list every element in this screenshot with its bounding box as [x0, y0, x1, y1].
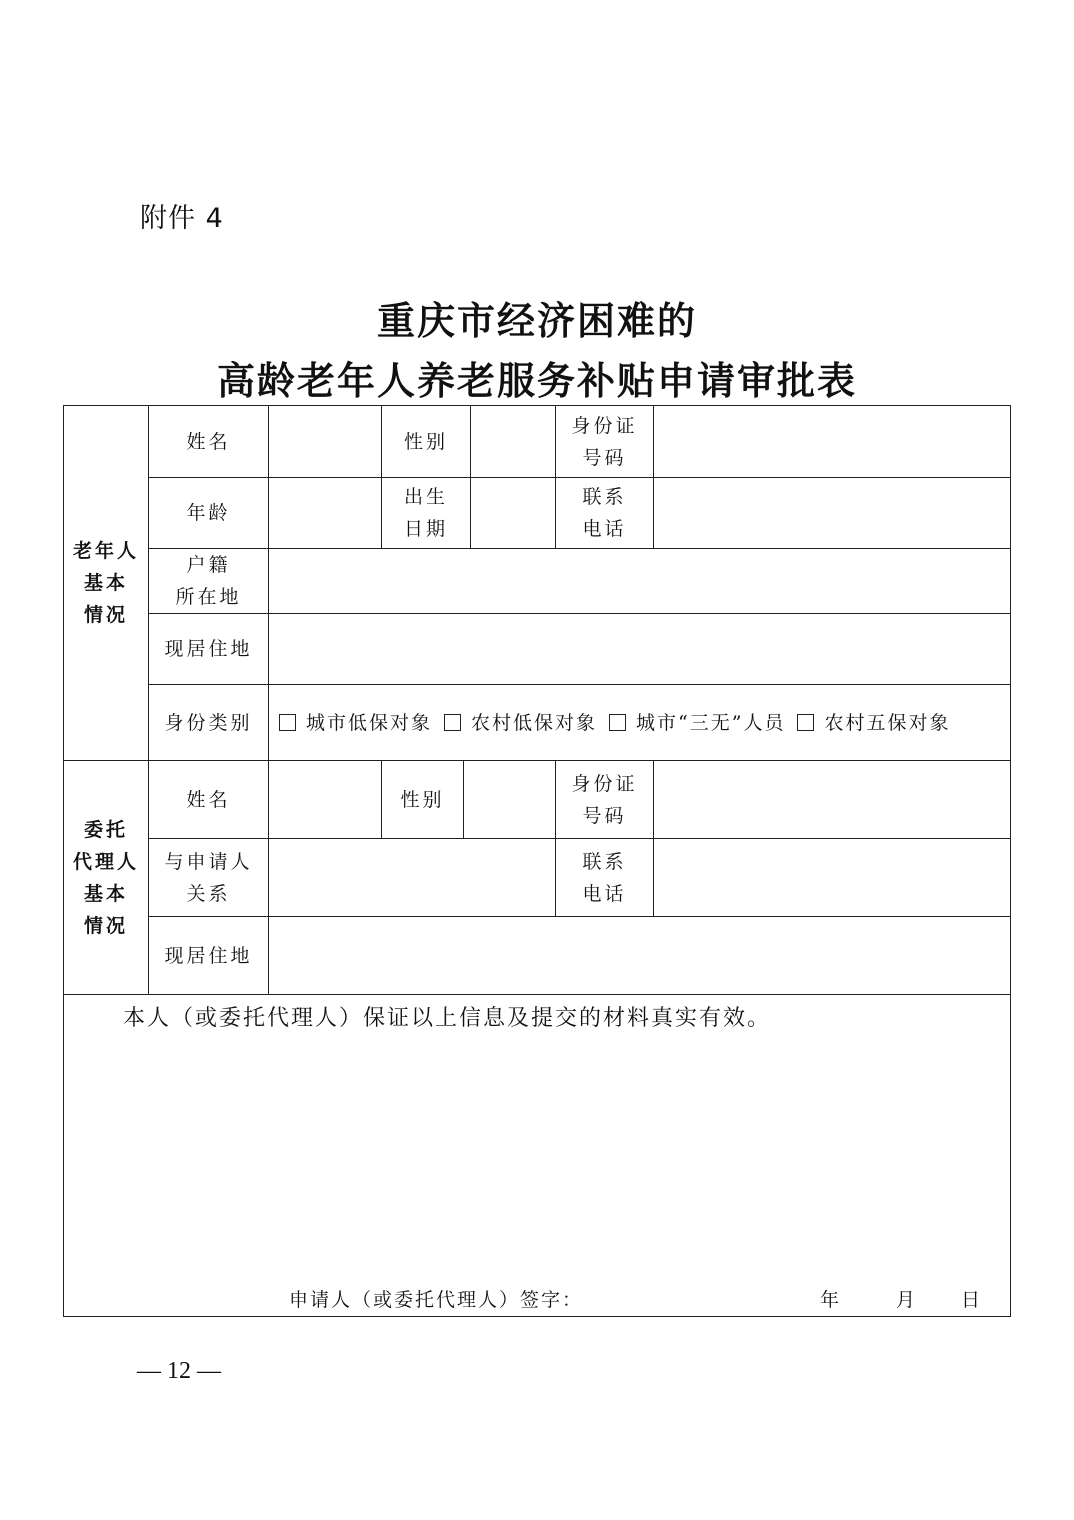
elderly-residence-field[interactable] — [268, 613, 1011, 684]
agent-residence-label: 现居住地 — [148, 916, 268, 994]
agent-phone-field[interactable] — [653, 838, 1011, 916]
application-form-table — [63, 405, 1011, 1317]
declaration-statement: 本人（或委托代理人）保证以上信息及提交的材料真实有效。 — [123, 1006, 772, 1031]
checkbox-icon[interactable] — [797, 714, 814, 731]
category-option-urban-dibao[interactable]: 城市低保对象 — [279, 707, 432, 739]
elderly-birth-field[interactable] — [470, 477, 555, 548]
elderly-phone-label: 联系 电话 — [555, 477, 653, 548]
declaration-area[interactable] — [63, 994, 1011, 1317]
category-option-rural-dibao[interactable]: 农村低保对象 — [444, 707, 597, 739]
agent-group-label: 委托 代理人 基本 情况 — [63, 760, 148, 994]
checkbox-icon[interactable] — [444, 714, 461, 731]
elderly-id-label: 身份证 号码 — [555, 405, 653, 477]
date-year-label: 年 — [820, 1289, 840, 1311]
elderly-hukou-label: 户籍 所在地 — [148, 548, 268, 613]
agent-relation-field[interactable] — [268, 838, 555, 916]
elderly-category-options — [268, 684, 1011, 760]
agent-gender-field[interactable] — [463, 760, 555, 838]
agent-relation-label: 与申请人 关系 — [148, 838, 268, 916]
elderly-residence-label: 现居住地 — [148, 613, 268, 684]
elderly-age-field[interactable] — [268, 477, 381, 548]
date-month-label: 月 — [896, 1289, 916, 1311]
category-option-rural-wubao[interactable]: 农村五保对象 — [797, 707, 950, 739]
attachment-label: 附件 4 — [140, 203, 224, 234]
agent-id-field[interactable] — [653, 760, 1011, 838]
category-option-urban-sanwu[interactable]: 城市“三无”人员 — [609, 707, 785, 739]
agent-gender-label: 性别 — [381, 760, 463, 838]
elderly-hukou-field[interactable] — [268, 548, 1011, 613]
elderly-gender-label: 性别 — [381, 405, 470, 477]
elderly-birth-label: 出生 日期 — [381, 477, 470, 548]
checkbox-icon[interactable] — [279, 714, 296, 731]
elderly-age-label: 年龄 — [148, 477, 268, 548]
agent-name-label: 姓名 — [148, 760, 268, 838]
checkbox-icon[interactable] — [609, 714, 626, 731]
signature-label: 申请人（或委托代理人）签字： — [289, 1289, 584, 1311]
agent-id-label: 身份证 号码 — [555, 760, 653, 838]
elderly-category-label: 身份类别 — [148, 684, 268, 760]
agent-residence-field[interactable] — [268, 916, 1011, 994]
agent-phone-label: 联系 电话 — [555, 838, 653, 916]
agent-name-field[interactable] — [268, 760, 381, 838]
date-day-label: 日 — [961, 1289, 981, 1311]
elderly-name-field[interactable] — [268, 405, 381, 477]
elderly-phone-field[interactable] — [653, 477, 1011, 548]
page-number: — 12 — — [137, 1358, 221, 1384]
form-title-line1: 重庆市经济困难的 — [376, 299, 697, 343]
elderly-group-label: 老年人 基本 情况 — [63, 405, 148, 760]
elderly-gender-field[interactable] — [470, 405, 555, 477]
elderly-name-label: 姓名 — [148, 405, 268, 477]
elderly-id-field[interactable] — [653, 405, 1011, 477]
form-title-line2: 高龄老年人养老服务补贴申请审批表 — [216, 359, 857, 403]
